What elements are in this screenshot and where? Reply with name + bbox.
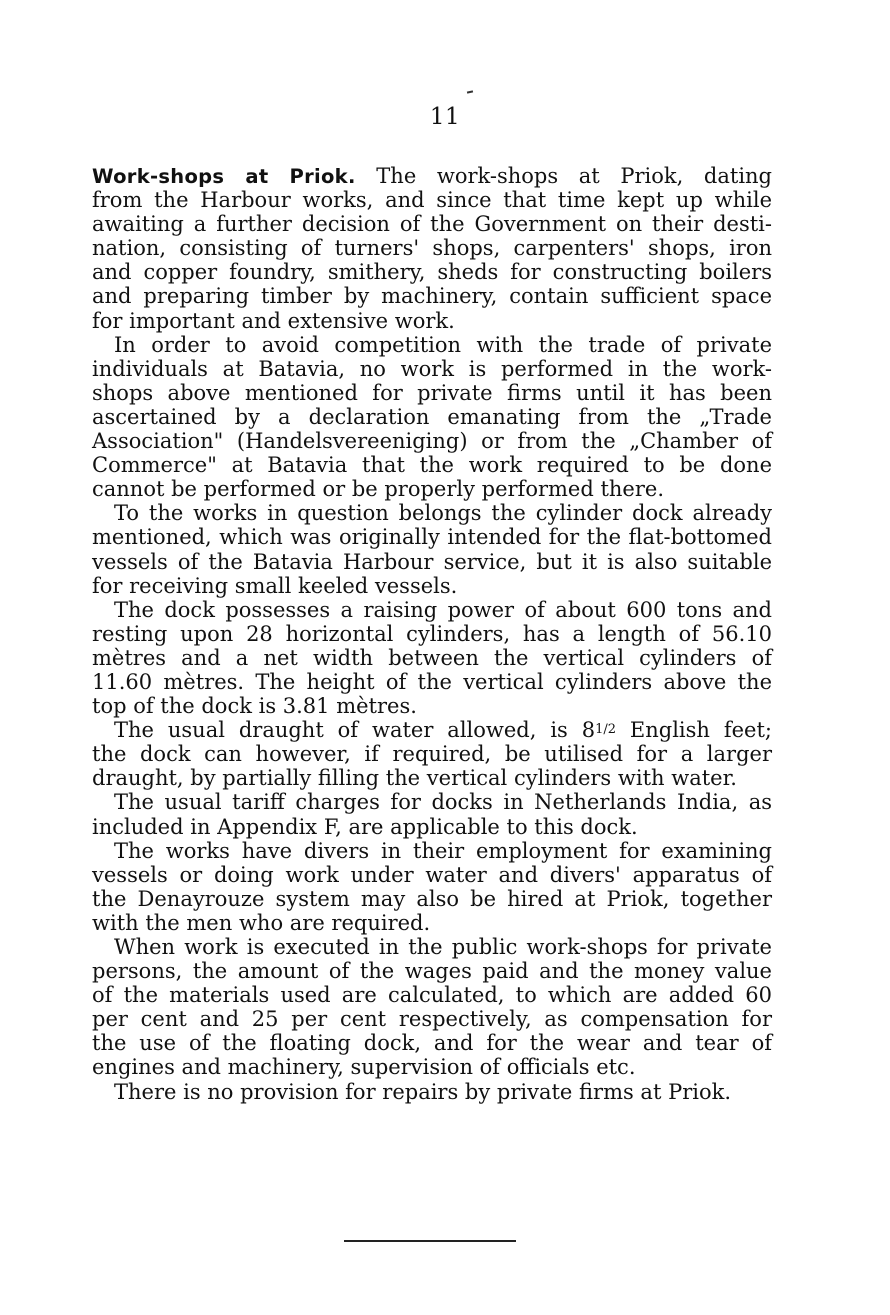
line-text: vessels of the Batavia Harbour service, but it is also suitable bbox=[92, 549, 772, 574]
text-line bbox=[92, 839, 772, 863]
line-text: engines and machinery, supervision of officials etc. bbox=[92, 1055, 636, 1080]
print-speck bbox=[467, 90, 473, 93]
line-text: The work-shops at Priok, dating bbox=[355, 164, 772, 188]
line-text: from the Harbour works, and since that time kept up while bbox=[92, 188, 772, 213]
text-line bbox=[92, 1055, 772, 1079]
line-text: with the men who are required. bbox=[92, 910, 431, 935]
line-text: Commerce" at Batavia that the work required to be done bbox=[92, 453, 772, 478]
line-text: individuals at Batavia, no work is performed in the work- bbox=[92, 356, 772, 381]
text-line bbox=[92, 911, 772, 935]
text-line bbox=[92, 959, 772, 983]
body-text bbox=[92, 164, 772, 1104]
text-line bbox=[92, 357, 772, 381]
fraction: 1/2 bbox=[595, 722, 616, 738]
text-line bbox=[92, 863, 772, 887]
line-text: 11.60 mètres. The height of the vertical cylinders above the bbox=[92, 669, 772, 694]
text-line bbox=[92, 429, 772, 453]
text-line bbox=[92, 694, 772, 718]
line-text: shops above mentioned for private firms until it has been bbox=[92, 380, 772, 405]
text-line bbox=[92, 381, 772, 405]
line-text: mètres and a net width between the vertical cylinders of bbox=[92, 645, 772, 670]
section-heading: Work-shops at Priok. bbox=[92, 165, 356, 188]
text-line bbox=[92, 670, 772, 694]
text-line bbox=[92, 1031, 772, 1055]
line-text: and copper foundry, smithery, sheds for constructing boilers bbox=[92, 260, 772, 285]
line-text: In order to avoid competition with the trade of private bbox=[114, 332, 772, 357]
text-line bbox=[92, 501, 772, 525]
line-text: vessels or doing work under water and divers' apparatus of bbox=[92, 862, 772, 887]
text-line bbox=[92, 935, 772, 959]
footer-rule bbox=[344, 1240, 516, 1242]
text-line bbox=[92, 574, 772, 598]
line-text: ascertained by a declaration emanating from the „Trade bbox=[92, 404, 772, 429]
text-line bbox=[92, 309, 772, 333]
line-text: cannot be performed or be properly performed there. bbox=[92, 477, 665, 502]
line-text: of the materials used are calculated, to which are added 60 bbox=[92, 983, 772, 1008]
line-text: When work is executed in the public work-shops for private bbox=[114, 935, 772, 959]
line-text: for receiving small keeled vessels. bbox=[92, 573, 458, 598]
line-text: Association" (Handelsvereeniging) or from the „Chamber of bbox=[92, 429, 772, 454]
text-line bbox=[92, 718, 772, 742]
text-line bbox=[92, 405, 772, 429]
line-text: mentioned, which was originally intended for the flat-bottomed bbox=[92, 525, 772, 550]
line-text: The usual tariff charges for docks in Netherlands India, as bbox=[114, 790, 772, 815]
line-text: and preparing timber by machinery, contain sufficient space bbox=[92, 284, 772, 309]
text-line bbox=[92, 1080, 772, 1104]
text-line bbox=[92, 550, 772, 574]
line-text: awaiting a further decision of the Government on their desti- bbox=[92, 212, 772, 237]
text-line bbox=[92, 790, 772, 814]
text-line bbox=[92, 525, 772, 549]
line-text: resting upon 28 horizontal cylinders, has a length of 56.10 bbox=[92, 621, 772, 646]
line-text: The works have divers in their employment for examining bbox=[114, 838, 772, 863]
line-text: for important and extensive work. bbox=[92, 308, 455, 333]
line-text: There is no provision for repairs by private firms at Priok. bbox=[114, 1079, 731, 1104]
line-text: The usual draught of water allowed, is 8 bbox=[114, 718, 596, 743]
text-line bbox=[92, 333, 772, 357]
line-text: per cent and 25 per cent respectively, as compensation for bbox=[92, 1007, 772, 1032]
line-text: The dock possesses a raising power of about 600 tons and bbox=[114, 597, 772, 622]
line-text: the Denayrouze system may also be hired at Priok, together bbox=[92, 886, 772, 911]
text-line bbox=[92, 164, 772, 188]
line-text: top of the dock is 3.81 mètres. bbox=[92, 694, 417, 719]
text-line bbox=[92, 598, 772, 622]
text-line bbox=[92, 212, 772, 236]
text-line bbox=[92, 477, 772, 501]
text-line bbox=[92, 622, 772, 646]
line-text: To the works in question belongs the cylinder dock already bbox=[114, 501, 772, 526]
text-line bbox=[92, 742, 772, 766]
line-text: nation, consisting of turners' shops, carpenters' shops, iron bbox=[92, 236, 772, 261]
text-line bbox=[92, 453, 772, 477]
text-line bbox=[92, 887, 772, 911]
line-text: included in Appendix F, are applicable to this dock. bbox=[92, 814, 638, 839]
text-line bbox=[92, 766, 772, 790]
text-line bbox=[92, 188, 772, 212]
text-line bbox=[92, 646, 772, 670]
line-text-after: English feet; bbox=[616, 718, 772, 743]
text-line bbox=[92, 983, 772, 1007]
text-line bbox=[92, 1007, 772, 1031]
text-line bbox=[92, 815, 772, 839]
text-line bbox=[92, 260, 772, 284]
text-line bbox=[92, 284, 772, 308]
page-number: 11 bbox=[429, 104, 461, 130]
line-text: the dock can however, if required, be utilised for a larger bbox=[92, 742, 772, 767]
line-text: persons, the amount of the wages paid and the money value bbox=[92, 959, 772, 984]
text-line bbox=[92, 236, 772, 260]
line-text: draught, by partially filling the vertical cylinders with water. bbox=[92, 766, 737, 791]
line-text: the use of the floating dock, and for the wear and tear of bbox=[92, 1031, 772, 1056]
